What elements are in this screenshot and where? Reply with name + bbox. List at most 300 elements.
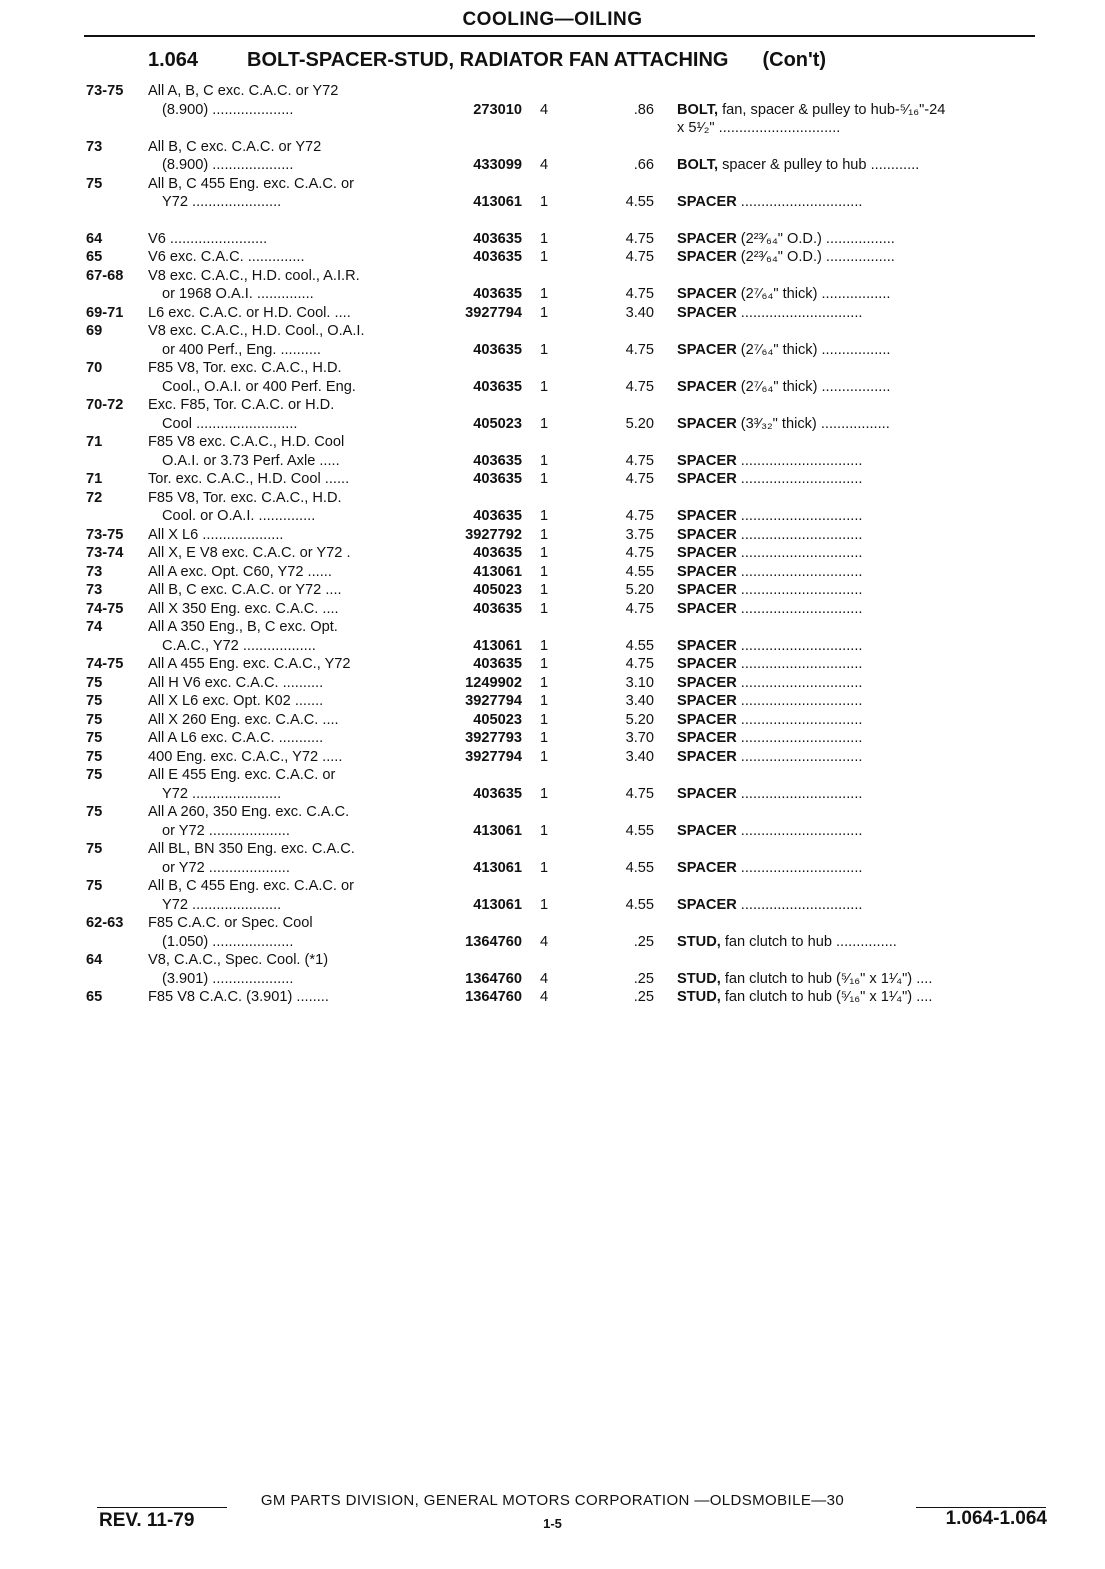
table-row xyxy=(0,248,1105,267)
part-number: 413061 xyxy=(473,194,522,210)
part-name xyxy=(677,285,1042,304)
model-year: 71 xyxy=(86,434,103,450)
unit-price: 3.40 xyxy=(625,304,654,321)
model-year: 75 xyxy=(86,711,103,728)
table-row xyxy=(0,988,1105,1007)
unit-price: 4.75 xyxy=(625,452,654,469)
quantity: 1 xyxy=(540,563,549,580)
unit-price: 4.75 xyxy=(625,545,654,561)
section-title: BOLT-SPACER-STUD, RADIATOR FAN ATTACHING xyxy=(247,49,729,71)
model-year: 75 xyxy=(86,730,103,746)
part-name xyxy=(677,526,1042,545)
table-row xyxy=(0,711,1105,730)
part-number: 413061 xyxy=(473,859,522,876)
part-name-detail: fan clutch to hub (⁵⁄₁₆" x 1¹⁄₄") .... xyxy=(720,970,933,987)
part-name xyxy=(677,563,1042,582)
application-description: All A 350 Eng., B, C exc. Opt. xyxy=(148,619,338,635)
unit-price: 4.75 xyxy=(625,785,654,802)
part-name-detail: (2⁷⁄₆₄" thick) ................. xyxy=(736,378,891,395)
application-description: All H V6 exc. C.A.C. .......... xyxy=(148,674,324,691)
part-number: 3927794 xyxy=(465,304,522,321)
application-description: All A 455 Eng. exc. C.A.C., Y72 xyxy=(148,656,351,672)
part-name xyxy=(677,507,1042,526)
quantity: 1 xyxy=(540,545,549,561)
part-number: 3927792 xyxy=(465,526,522,543)
table-row xyxy=(0,452,1105,471)
part-name-bold: SPACER xyxy=(677,859,737,876)
model-year: 64 xyxy=(86,952,103,968)
part-name-bold: SPACER xyxy=(677,249,737,265)
part-number: 403635 xyxy=(473,286,522,302)
quantity: 1 xyxy=(540,249,549,265)
application-description: F85 V8, Tor. exc. C.A.C., H.D. xyxy=(148,489,342,506)
table-row xyxy=(0,119,1105,138)
unit-price: 4.75 xyxy=(625,230,654,247)
quantity: 4 xyxy=(540,970,549,987)
part-name-bold: STUD, xyxy=(677,970,721,987)
part-name-detail: .............................. xyxy=(736,637,863,654)
application-description: V6 ........................ xyxy=(148,230,268,247)
application-description: V8, C.A.C., Spec. Cool. (*1) xyxy=(148,952,329,968)
part-name-bold: SPACER xyxy=(677,711,737,728)
part-number: 403635 xyxy=(473,230,522,247)
table-row xyxy=(0,914,1105,933)
part-name xyxy=(677,692,1042,711)
quantity: 1 xyxy=(540,600,549,617)
table-row xyxy=(0,970,1105,989)
part-number: 273010 xyxy=(473,101,522,118)
part-name xyxy=(677,600,1042,619)
table-row xyxy=(0,544,1105,563)
part-name-bold: SPACER xyxy=(677,194,737,210)
unit-price: 4.75 xyxy=(625,600,654,617)
application-description: All A 260, 350 Eng. exc. C.A.C. xyxy=(148,804,350,820)
part-name-bold: SPACER xyxy=(677,748,737,765)
part-name xyxy=(677,655,1042,674)
table-row xyxy=(0,674,1105,693)
application-description: (3.901) .................... xyxy=(162,970,294,987)
quantity: 4 xyxy=(540,933,549,950)
part-number: 403635 xyxy=(473,656,522,672)
table-row xyxy=(0,138,1105,157)
part-number: 1364760 xyxy=(465,989,522,1005)
application-description: 400 Eng. exc. C.A.C., Y72 ..... xyxy=(148,748,343,765)
table-row xyxy=(0,433,1105,452)
part-name-detail: fan clutch to hub ............... xyxy=(720,933,897,950)
quantity: 1 xyxy=(540,748,549,765)
application-description: Cool. or O.A.I. .............. xyxy=(162,508,316,524)
part-name xyxy=(677,581,1042,600)
unit-price: .25 xyxy=(633,970,654,987)
unit-price: 3.40 xyxy=(625,693,654,709)
part-number: 403635 xyxy=(473,600,522,617)
table-row xyxy=(0,896,1105,915)
part-name-detail: .............................. xyxy=(736,194,863,210)
quantity: 1 xyxy=(540,785,549,802)
table-row xyxy=(0,803,1105,822)
model-year: 75 xyxy=(86,748,103,765)
part-name-detail: .............................. xyxy=(736,785,863,802)
section-continued-label: (Con't) xyxy=(762,49,827,71)
part-name-bold: SPACER xyxy=(677,600,737,617)
part-name-bold: SPACER xyxy=(677,563,737,580)
part-name xyxy=(677,933,1042,952)
application-description: Y72 ...................... xyxy=(162,194,282,210)
table-row xyxy=(0,766,1105,785)
model-year: 74-75 xyxy=(86,656,124,672)
quantity: 4 xyxy=(540,157,549,173)
application-description: All X, E V8 exc. C.A.C. or Y72 . xyxy=(148,545,351,561)
header-divider xyxy=(84,35,1035,37)
part-name-bold: BOLT, xyxy=(677,101,719,118)
model-year: 74 xyxy=(86,619,103,635)
part-name-bold: SPACER xyxy=(677,471,737,487)
part-name-bold: SPACER xyxy=(677,896,737,913)
footer-organization: GM PARTS DIVISION, GENERAL MOTORS CORPORATION —OLDSMOBILE—30 xyxy=(260,1492,845,1509)
model-year: 73-75 xyxy=(86,526,124,543)
part-name-detail: .............................. xyxy=(736,545,863,561)
part-number: 413061 xyxy=(473,896,522,913)
part-name xyxy=(677,452,1042,471)
part-name-bold: SPACER xyxy=(677,730,737,746)
quantity: 1 xyxy=(540,452,549,469)
application-description: All X 350 Eng. exc. C.A.C. .... xyxy=(148,600,339,617)
part-name-bold: SPACER xyxy=(677,656,737,672)
part-name-detail: .............................. xyxy=(736,563,863,580)
quantity: 1 xyxy=(540,822,549,839)
unit-price: 4.75 xyxy=(625,286,654,302)
application-description: Cool., O.A.I. or 400 Perf. Eng. xyxy=(162,378,356,395)
part-name-detail: .............................. xyxy=(736,896,863,913)
part-name-detail: .............................. xyxy=(736,582,863,598)
unit-price: 4.55 xyxy=(625,637,654,654)
table-row xyxy=(0,526,1105,545)
unit-price: 3.40 xyxy=(625,748,654,765)
application-description: All A, B, C exc. C.A.C. or Y72 xyxy=(148,83,339,99)
part-name-detail: (2⁷⁄₆₄" thick) ................. xyxy=(736,341,891,358)
part-name-detail: .............................. xyxy=(736,822,863,839)
unit-price: 4.55 xyxy=(625,563,654,580)
application-description: V8 exc. C.A.C., H.D. cool., A.I.R. xyxy=(148,267,360,284)
part-number: 405023 xyxy=(473,711,522,728)
model-year: 73 xyxy=(86,138,103,155)
part-name-detail: .............................. xyxy=(736,452,863,469)
part-name-detail: fan, spacer & pulley to hub-⁵⁄₁₆"-24 xyxy=(718,101,946,118)
model-year: 75 xyxy=(86,693,103,709)
model-year: 73-75 xyxy=(86,83,124,99)
table-row xyxy=(0,341,1105,360)
part-name xyxy=(677,748,1042,767)
part-name-detail: .............................. xyxy=(736,600,863,617)
part-name xyxy=(677,304,1042,323)
quantity: 1 xyxy=(540,674,549,691)
application-description: F85 C.A.C. or Spec. Cool xyxy=(148,915,313,931)
quantity: 1 xyxy=(540,637,549,654)
section-number: 1.064 xyxy=(148,49,199,71)
model-year: 75 xyxy=(86,674,103,691)
part-name xyxy=(677,470,1042,489)
application-description: All X L6 .................... xyxy=(148,526,284,543)
part-name-bold: SPACER xyxy=(677,637,737,654)
table-row xyxy=(0,267,1105,286)
application-description: or 1968 O.A.I. .............. xyxy=(162,286,314,302)
part-name-detail: .............................. xyxy=(736,859,863,876)
quantity: 1 xyxy=(540,896,549,913)
table-row xyxy=(0,193,1105,212)
part-number: 3927794 xyxy=(465,748,522,765)
table-row xyxy=(0,840,1105,859)
quantity: 1 xyxy=(540,415,549,432)
application-description: or 400 Perf., Eng. .......... xyxy=(162,341,321,358)
footer-revision: REV. 11-79 xyxy=(99,1510,195,1531)
quantity: 1 xyxy=(540,230,549,247)
application-description: (8.900) .................... xyxy=(162,157,294,173)
part-name-bold: SPACER xyxy=(677,693,737,709)
application-description: F85 V8, Tor. exc. C.A.C., H.D. xyxy=(148,360,342,376)
unit-price: 3.10 xyxy=(625,674,654,691)
unit-price: 4.75 xyxy=(625,656,654,672)
part-name xyxy=(677,822,1042,841)
model-year: 70 xyxy=(86,360,103,376)
table-row xyxy=(0,600,1105,619)
unit-price: 4.75 xyxy=(625,378,654,395)
part-name-detail: (3³⁄₃₂" thick) ................. xyxy=(736,415,890,432)
model-year: 67-68 xyxy=(86,267,124,284)
table-row xyxy=(0,101,1105,120)
model-year: 75 xyxy=(86,878,103,894)
part-number: 413061 xyxy=(473,822,522,839)
application-description: All B, C 455 Eng. exc. C.A.C. or xyxy=(148,878,355,894)
part-name-bold: SPACER xyxy=(677,526,737,543)
table-row xyxy=(0,877,1105,896)
part-number: 403635 xyxy=(473,785,522,802)
part-name-bold: SPACER xyxy=(677,341,737,358)
unit-price: 4.75 xyxy=(625,249,654,265)
quantity: 1 xyxy=(540,526,549,543)
application-description: Y72 ...................... xyxy=(162,896,282,913)
application-description: C.A.C., Y72 .................. xyxy=(162,637,316,654)
unit-price: 3.70 xyxy=(625,730,654,746)
table-row xyxy=(0,304,1105,323)
table-row xyxy=(0,933,1105,952)
application-description: F85 V8 C.A.C. (3.901) ........ xyxy=(148,989,329,1005)
part-number: 413061 xyxy=(473,637,522,654)
unit-price: 4.75 xyxy=(625,508,654,524)
part-number: 405023 xyxy=(473,415,522,432)
part-number: 403635 xyxy=(473,545,522,561)
part-number: 403635 xyxy=(473,341,522,358)
quantity: 4 xyxy=(540,989,549,1005)
part-name xyxy=(677,544,1042,563)
unit-price: 5.20 xyxy=(625,582,654,598)
unit-price: 3.75 xyxy=(625,526,654,543)
part-name-bold: SPACER xyxy=(677,286,737,302)
unit-price: 4.75 xyxy=(625,341,654,358)
part-name xyxy=(677,248,1042,267)
unit-price: 4.55 xyxy=(625,194,654,210)
part-number: 433099 xyxy=(473,157,522,173)
part-name xyxy=(677,637,1042,656)
part-number: 405023 xyxy=(473,582,522,598)
model-year: 64 xyxy=(86,230,103,247)
application-description: L6 exc. C.A.C. or H.D. Cool. .... xyxy=(148,304,351,321)
model-year: 70-72 xyxy=(86,397,124,413)
part-number: 1364760 xyxy=(465,933,522,950)
part-name xyxy=(677,896,1042,915)
application-description: V8 exc. C.A.C., H.D. Cool., O.A.I. xyxy=(148,323,365,339)
table-row xyxy=(0,175,1105,194)
part-name-detail: x 5¹⁄₂" .............................. xyxy=(677,120,841,136)
application-description: (1.050) .................... xyxy=(162,933,294,950)
part-number: 413061 xyxy=(473,563,522,580)
part-name xyxy=(677,859,1042,878)
table-row xyxy=(0,285,1105,304)
application-description: All A exc. Opt. C60, Y72 ...... xyxy=(148,563,332,580)
table-row xyxy=(0,859,1105,878)
table-row xyxy=(0,415,1105,434)
part-name xyxy=(677,970,1042,989)
footer-section-reference: 1.064-1.064 xyxy=(945,1508,1047,1529)
part-name-detail: .............................. xyxy=(736,711,863,728)
table-row xyxy=(0,655,1105,674)
application-description: All B, C exc. C.A.C. or Y72 .... xyxy=(148,582,342,598)
part-name-bold: STUD, xyxy=(677,989,721,1005)
table-row xyxy=(0,692,1105,711)
quantity: 1 xyxy=(540,471,549,487)
table-row xyxy=(0,82,1105,101)
application-description: (8.900) .................... xyxy=(162,101,294,118)
part-name-bold: SPACER xyxy=(677,785,737,802)
part-name-detail: .............................. xyxy=(736,656,863,672)
part-name-detail: .............................. xyxy=(736,730,863,746)
table-row xyxy=(0,507,1105,526)
part-number: 403635 xyxy=(473,508,522,524)
part-name-detail: .............................. xyxy=(736,526,863,543)
quantity: 1 xyxy=(540,194,549,210)
part-number: 3927793 xyxy=(465,730,522,746)
table-row xyxy=(0,618,1105,637)
part-name xyxy=(677,988,1042,1007)
quantity: 1 xyxy=(540,378,549,395)
part-name-bold: SPACER xyxy=(677,452,737,469)
table-row xyxy=(0,748,1105,767)
table-row xyxy=(0,470,1105,489)
part-name xyxy=(677,101,1042,120)
table-row xyxy=(0,951,1105,970)
part-name-detail: spacer & pulley to hub ............ xyxy=(718,157,920,173)
part-name-detail: .............................. xyxy=(736,693,863,709)
part-name-bold: SPACER xyxy=(677,674,737,691)
part-name-bold: SPACER xyxy=(677,378,737,395)
table-row xyxy=(0,729,1105,748)
part-name-detail: fan clutch to hub (⁵⁄₁₆" x 1¹⁄₄") .... xyxy=(720,989,933,1005)
part-name xyxy=(677,711,1042,730)
model-year: 74-75 xyxy=(86,600,124,617)
part-number: 403635 xyxy=(473,249,522,265)
application-description: V6 exc. C.A.C. .............. xyxy=(148,249,305,265)
unit-price: .66 xyxy=(633,157,654,173)
model-year: 75 xyxy=(86,175,103,192)
table-row xyxy=(0,378,1105,397)
part-name-bold: SPACER xyxy=(677,304,737,321)
page-header-title: COOLING—OILING xyxy=(462,9,643,30)
part-name-bold: BOLT, xyxy=(677,157,719,173)
part-name-bold: SPACER xyxy=(677,822,737,839)
table-row xyxy=(0,581,1105,600)
application-description: O.A.I. or 3.73 Perf. Axle ..... xyxy=(162,452,340,469)
part-name xyxy=(677,119,1042,138)
parts-list xyxy=(0,82,1105,1007)
application-description: or Y72 .................... xyxy=(162,859,290,876)
quantity: 1 xyxy=(540,656,549,672)
table-row xyxy=(0,489,1105,508)
part-name-detail: .............................. xyxy=(736,304,863,321)
application-description: Tor. exc. C.A.C., H.D. Cool ...... xyxy=(148,471,350,487)
quantity: 1 xyxy=(540,582,549,598)
model-year: 65 xyxy=(86,989,103,1005)
unit-price: 4.75 xyxy=(625,471,654,487)
table-row xyxy=(0,396,1105,415)
model-year: 73-74 xyxy=(86,545,124,561)
part-name xyxy=(677,193,1042,212)
quantity: 1 xyxy=(540,304,549,321)
model-year: 73 xyxy=(86,582,103,598)
part-name-bold: SPACER xyxy=(677,415,737,432)
part-name xyxy=(677,230,1042,249)
part-name-detail: .............................. xyxy=(736,471,863,487)
table-row xyxy=(0,322,1105,341)
application-description: F85 V8 exc. C.A.C., H.D. Cool xyxy=(148,434,345,450)
footer-page-number: 1-5 xyxy=(543,1516,562,1531)
table-row xyxy=(0,785,1105,804)
part-number: 3927794 xyxy=(465,693,522,709)
model-year: 69-71 xyxy=(86,304,124,321)
application-description: All B, C 455 Eng. exc. C.A.C. or xyxy=(148,175,355,192)
section-heading xyxy=(148,49,826,72)
unit-price: 4.55 xyxy=(625,896,654,913)
unit-price: .86 xyxy=(633,101,654,118)
part-name xyxy=(677,415,1042,434)
application-description: All E 455 Eng. exc. C.A.C. or xyxy=(148,767,336,783)
part-name-bold: SPACER xyxy=(677,230,737,247)
model-year: 75 xyxy=(86,841,103,857)
part-name-detail: .............................. xyxy=(736,674,863,691)
part-name xyxy=(677,341,1042,360)
part-name-detail: (2²³⁄₆₄" O.D.) ................. xyxy=(736,230,895,247)
part-name-detail: (2²³⁄₆₄" O.D.) ................. xyxy=(736,249,895,265)
table-row xyxy=(0,637,1105,656)
part-name-bold: SPACER xyxy=(677,508,737,524)
part-number: 403635 xyxy=(473,471,522,487)
part-name-bold: SPACER xyxy=(677,545,737,561)
quantity: 4 xyxy=(540,101,549,118)
unit-price: .25 xyxy=(633,989,654,1005)
quantity: 1 xyxy=(540,730,549,746)
application-description: All BL, BN 350 Eng. exc. C.A.C. xyxy=(148,841,355,857)
part-name-detail: .............................. xyxy=(736,508,863,524)
application-description: Exc. F85, Tor. C.A.C. or H.D. xyxy=(148,397,335,413)
part-number: 403635 xyxy=(473,452,522,469)
part-name-detail: (2⁷⁄₆₄" thick) ................. xyxy=(736,286,891,302)
application-description: or Y72 .................... xyxy=(162,822,290,839)
application-description: All X 260 Eng. exc. C.A.C. .... xyxy=(148,711,339,728)
model-year: 65 xyxy=(86,249,103,265)
model-year: 75 xyxy=(86,804,103,820)
quantity: 1 xyxy=(540,286,549,302)
part-name xyxy=(677,729,1042,748)
part-name xyxy=(677,156,1042,175)
table-row xyxy=(0,156,1105,175)
